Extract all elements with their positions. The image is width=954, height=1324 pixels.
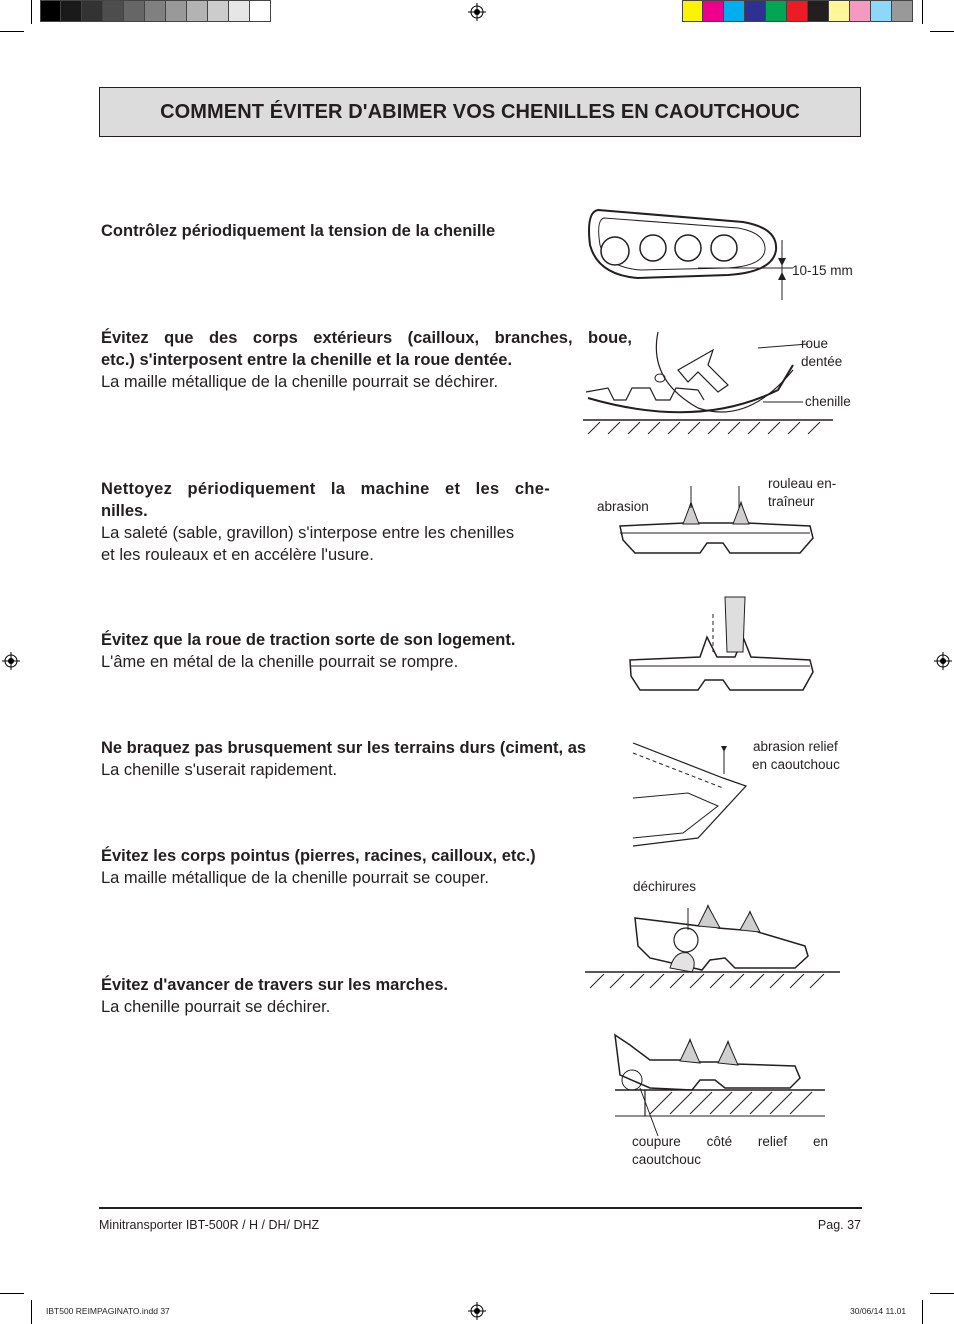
section-heading: Évitez les corps pointus (pierres, racines, cailloux, etc.): [101, 847, 536, 865]
section-foreign-bodies: [101, 327, 632, 393]
crop-mark: [922, 1300, 923, 1324]
slug-file: IBT500 REIMPAGINATO.indd 37: [46, 1306, 170, 1316]
crop-mark: [0, 31, 24, 32]
section-heading: Évitez que la roue de traction sorte de son logement.: [101, 631, 516, 649]
color-swatch: [208, 0, 229, 22]
registration-mark-icon: [468, 1302, 486, 1320]
section-text: L'âme en métal de la chenille pourrait se rompre.: [101, 653, 459, 671]
section-heading: Évitez que des corps extérieurs (cailloux, branches, boue,: [101, 329, 632, 347]
color-swatch: [124, 0, 145, 22]
footer-model: Minitransporter IBT-500R / H / DH/ DHZ: [99, 1218, 320, 1232]
color-swatch: [745, 0, 766, 22]
color-swatch: [829, 0, 850, 22]
registration-mark-icon: [934, 652, 952, 670]
section-sharp-objects: [101, 845, 581, 889]
slug-date: 30/06/14 11.01: [850, 1306, 907, 1316]
registration-mark-icon: [468, 3, 486, 21]
color-swatch: [229, 0, 250, 22]
abrasion-relief-label-2: en caoutchouc: [752, 757, 840, 772]
step-cut-diagram: [610, 1030, 835, 1142]
section-heading-cont: nilles.: [101, 502, 148, 520]
color-calibration-bar: [682, 0, 913, 22]
abrasion-label: abrasion: [597, 499, 649, 514]
section-cleaning: [101, 478, 550, 566]
dentee-label: dentée: [801, 354, 843, 369]
section-heading: Ne braquez pas brusquement sur les terrains durs (ciment, as: [101, 739, 587, 757]
section-tension: [101, 220, 571, 242]
color-swatch: [40, 0, 61, 22]
color-swatch: [82, 0, 103, 22]
color-swatch: [103, 0, 124, 22]
section-heading: Contrôlez périodiquement la tension de la chenille: [101, 222, 496, 240]
crop-mark: [0, 1293, 24, 1294]
color-swatch: [166, 0, 187, 22]
color-swatch: [682, 0, 703, 22]
page-title-box: [99, 87, 861, 137]
drive-wheel-diagram: [625, 592, 815, 697]
section-heading: Évitez d'avancer de travers sur les marches.: [101, 976, 448, 994]
section-text: et les rouleaux et en accélère l'usure.: [101, 546, 374, 564]
color-swatch: [250, 0, 271, 22]
section-text: La maille métallique de la chenille pourrait se déchirer.: [101, 373, 499, 391]
color-swatch: [703, 0, 724, 22]
section-heading-cont: etc.) s'interposent entre la chenille et la roue dentée.: [101, 351, 513, 369]
section-text: La chenille pourrait se déchirer.: [101, 998, 331, 1016]
section-drive-wheel: [101, 629, 571, 673]
abrasion-relief-label-1: abrasion relief: [753, 739, 838, 754]
section-steering: [101, 737, 628, 781]
section-text: La saleté (sable, gravillon) s'interpose entre les chenilles: [101, 524, 515, 542]
track-tension-diagram: [578, 200, 798, 305]
section-heading: Nettoyez périodiquement la machine et les che-: [101, 480, 550, 498]
footer-rule: [99, 1207, 862, 1209]
crop-mark: [922, 0, 923, 24]
crop-mark: [930, 1293, 954, 1294]
color-swatch: [787, 0, 808, 22]
color-swatch: [145, 0, 166, 22]
color-swatch: [892, 0, 913, 22]
color-swatch: [871, 0, 892, 22]
page-title: COMMENT ÉVITER D'ABIMER VOS CHENILLES EN CAOUTCHOUC: [160, 100, 800, 123]
roue-label: roue: [801, 336, 829, 351]
section-text: La chenille s'userait rapidement.: [101, 761, 338, 779]
gray-calibration-bar: [40, 0, 271, 22]
section-text: La maille métallique de la chenille pourrait se couper.: [101, 869, 489, 887]
sprocket-diagram: [578, 330, 838, 442]
crop-mark: [31, 1300, 32, 1324]
registration-mark-icon: [2, 652, 20, 670]
tears-diagram: [580, 898, 845, 998]
section-steps: [101, 974, 571, 1018]
color-swatch: [850, 0, 871, 22]
color-swatch: [61, 0, 82, 22]
steering-abrasion-diagram: [628, 738, 753, 850]
chenille-label: chenille: [805, 394, 851, 409]
color-swatch: [724, 0, 745, 22]
tension-label: 10-15 mm: [792, 263, 853, 278]
rouleau-label-2: traîneur: [768, 494, 815, 509]
dechirures-label: déchirures: [633, 879, 697, 894]
rouleau-label-1: rouleau en-: [768, 476, 837, 491]
color-swatch: [187, 0, 208, 22]
crop-mark: [31, 0, 32, 24]
color-swatch: [808, 0, 829, 22]
crop-mark: [930, 31, 954, 32]
color-swatch: [766, 0, 787, 22]
coupure-label-1: coupure côté relief en: [632, 1134, 828, 1149]
coupure-label-2: caoutchouc: [632, 1152, 702, 1167]
footer-page-number: Pag. 37: [817, 1218, 861, 1232]
